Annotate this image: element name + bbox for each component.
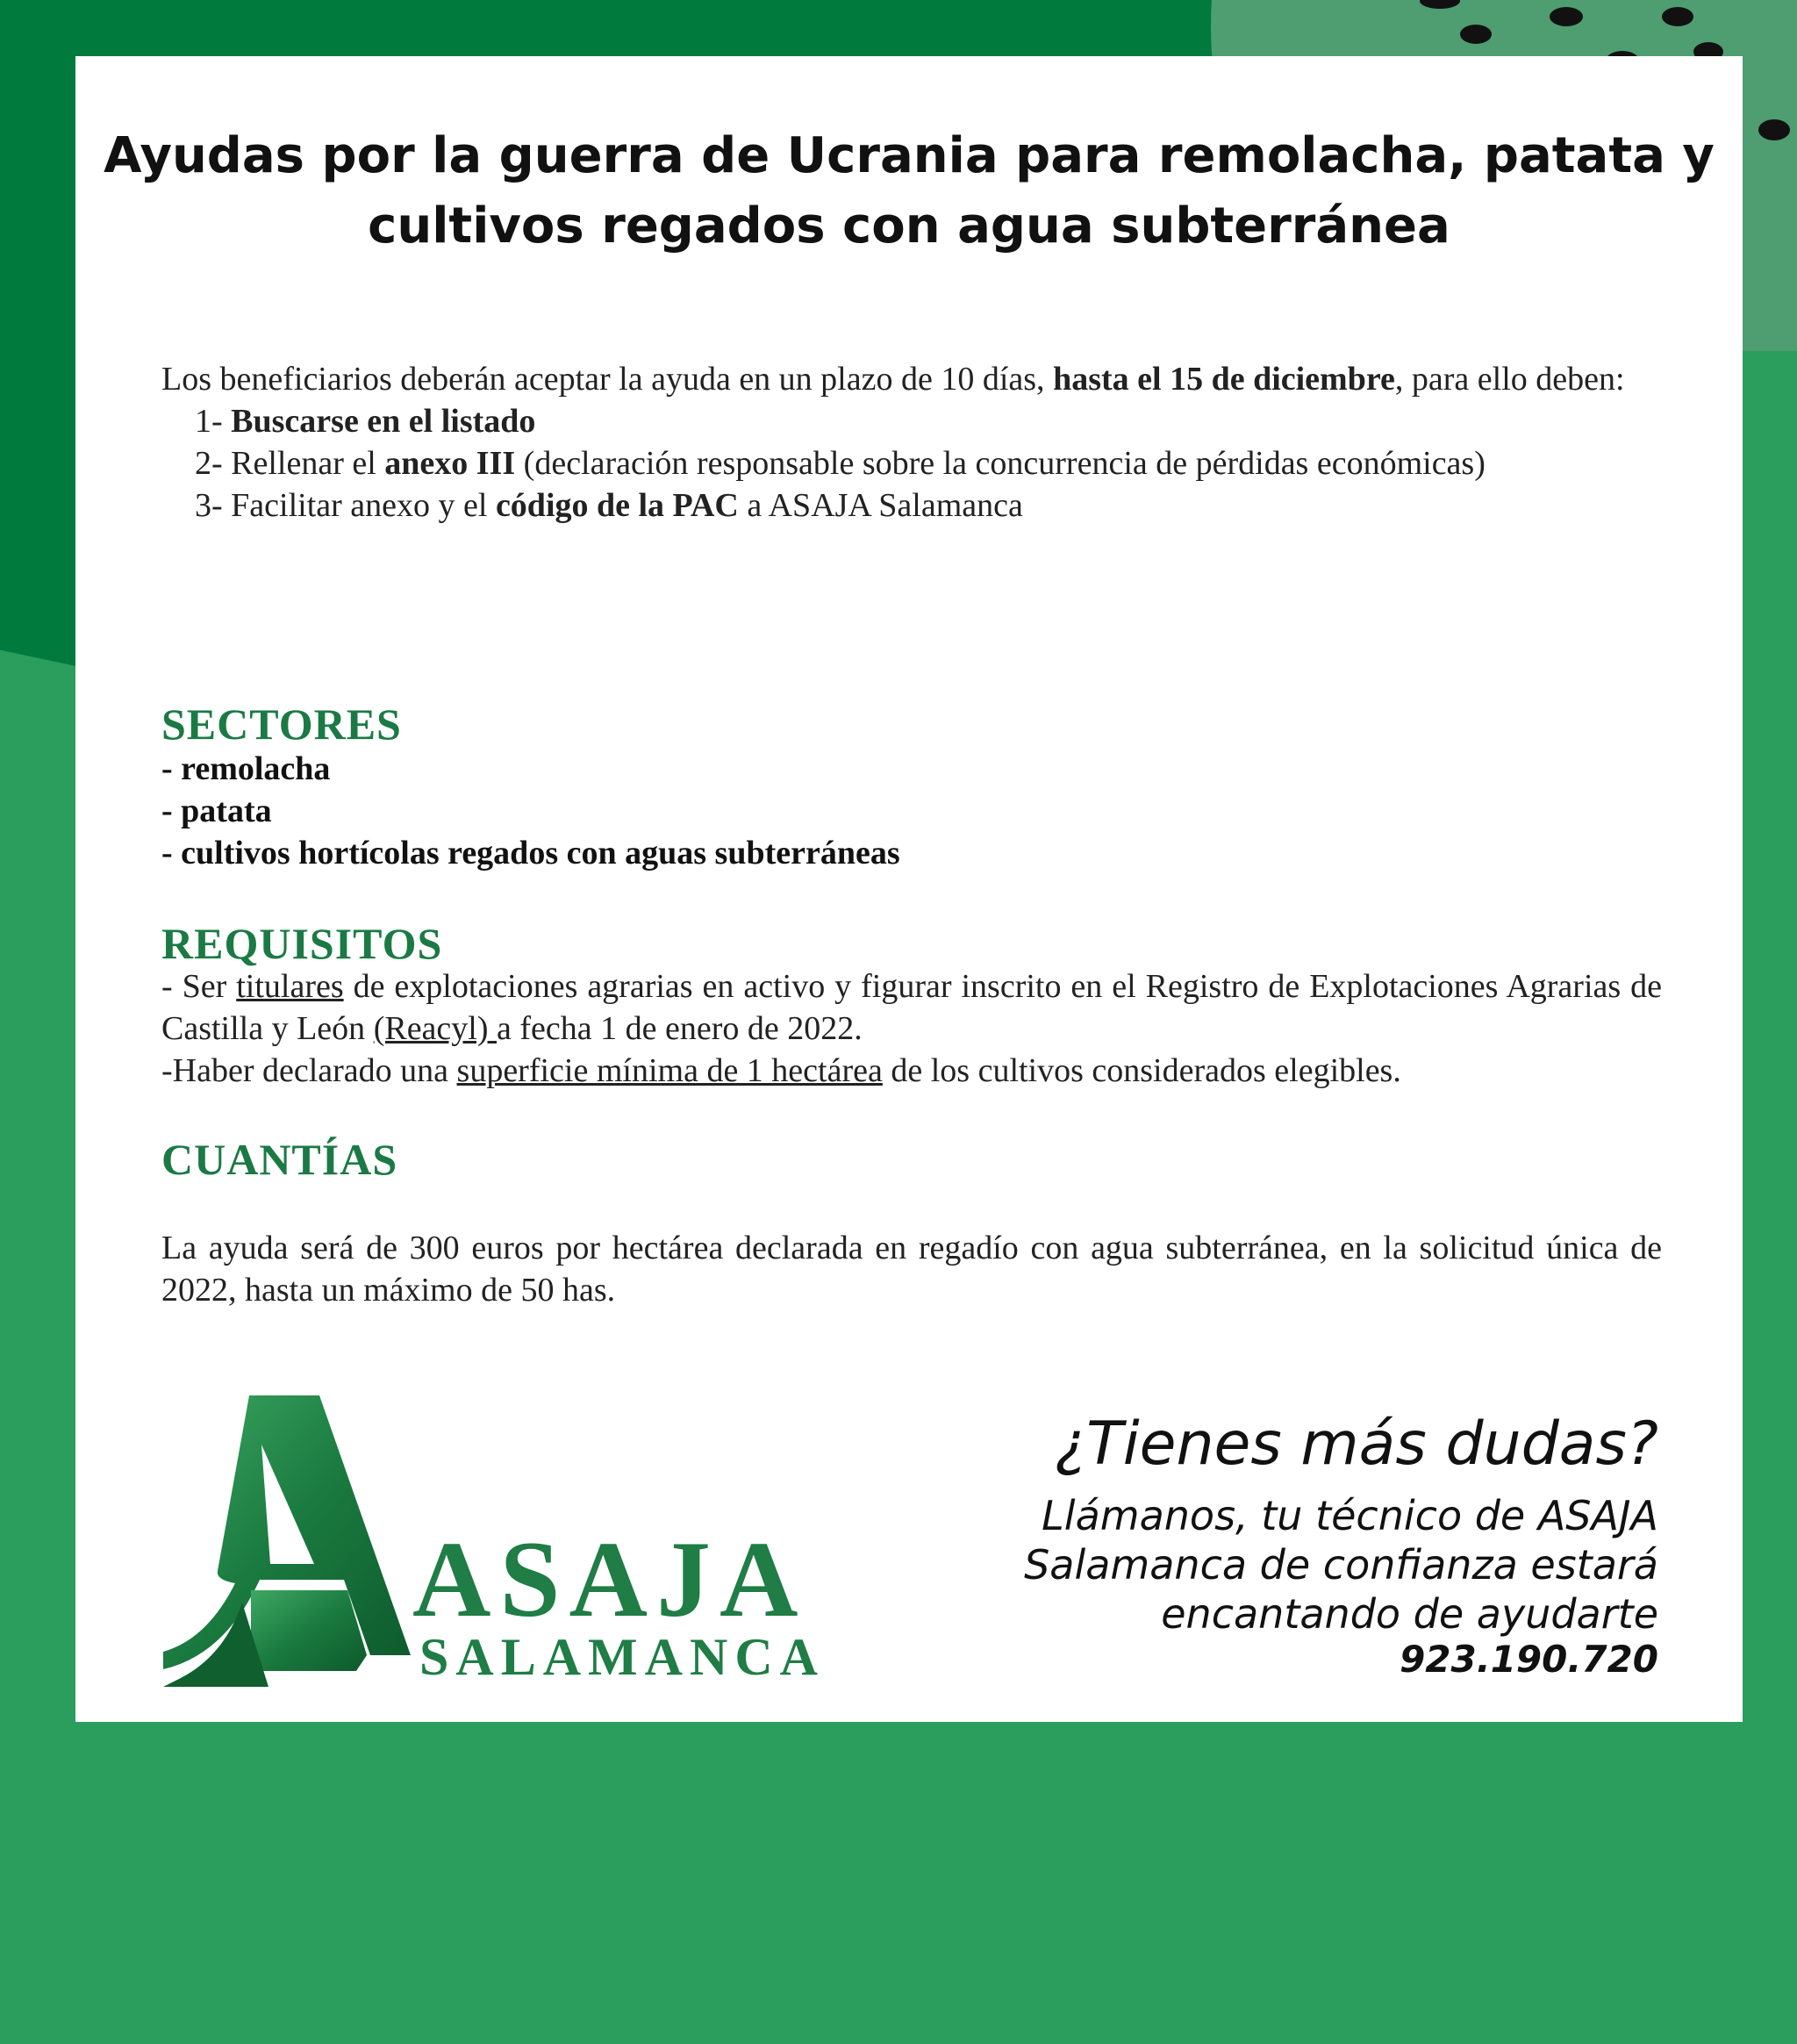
step-3: 3- Facilitar anexo y el código de la PAC a ASAJA Salamanca bbox=[195, 487, 1023, 524]
logo-asaja-text: ASAJA bbox=[412, 1519, 807, 1639]
title-line-1: Ayudas por la guerra de Ucrania para remolacha, patata y bbox=[104, 127, 1715, 184]
asaja-logo-mark bbox=[163, 1392, 426, 1690]
title-line-2: cultivos regados con agua subterránea bbox=[368, 197, 1450, 255]
sectores-list bbox=[161, 748, 900, 874]
cuantias-section bbox=[161, 1227, 1662, 1311]
list-item: - patata bbox=[161, 792, 272, 829]
step-2: 2- Rellenar el anexo III (declaración responsable sobre la concurrencia de pérdidas económicas) bbox=[195, 445, 1486, 482]
list-item: - cultivos hortícolas regados con aguas subterráneas bbox=[161, 835, 900, 871]
requisito-2: -Haber declarado una superficie mínima de 1 hectárea de los cultivos considerados elegibles. bbox=[161, 1052, 1401, 1089]
requisitos-heading: REQUISITOS bbox=[161, 919, 443, 968]
requisitos-section bbox=[161, 965, 1662, 1092]
intro-section bbox=[161, 358, 1662, 527]
page-title bbox=[75, 121, 1743, 262]
logo-salamanca-text: SALAMANCA bbox=[419, 1628, 825, 1686]
intro-paragraph: Los beneficiarios deberán aceptar la ayuda en un plazo de 10 días, hasta el 15 de diciembre, para ello deben: bbox=[161, 361, 1625, 398]
step-1: 1- Buscarse en el listado bbox=[195, 403, 536, 440]
list-item: - remolacha bbox=[161, 750, 331, 787]
cta-line-1: Llámanos, tu técnico de ASAJA bbox=[1042, 1492, 1658, 1539]
requisito-1: - Ser titulares de explotaciones agrarias en activo y figurar inscrito en el Registro de Explotaciones Agrarias de Castilla y León (Reacyl) a fecha 1 de enero de 2022. bbox=[161, 968, 1662, 1047]
cta-phone: 923.190.720 bbox=[1400, 1638, 1658, 1681]
cta-question: ¿Tienes más dudas? bbox=[1055, 1409, 1658, 1479]
cta-line-3: encantando de ayudarte bbox=[1161, 1590, 1658, 1638]
sectores-heading: SECTORES bbox=[161, 699, 402, 749]
deadline: hasta el 15 de diciembre bbox=[1053, 361, 1395, 398]
cuantias-heading: CUANTÍAS bbox=[161, 1135, 398, 1184]
cuantias-text: La ayuda será de 300 euros por hectárea declarada en regadío con agua subterránea, en la solicitud única de 2022, hasta un máximo de 50 has. bbox=[161, 1230, 1662, 1309]
cta-line-2: Salamanca de confianza estará bbox=[1024, 1541, 1658, 1589]
